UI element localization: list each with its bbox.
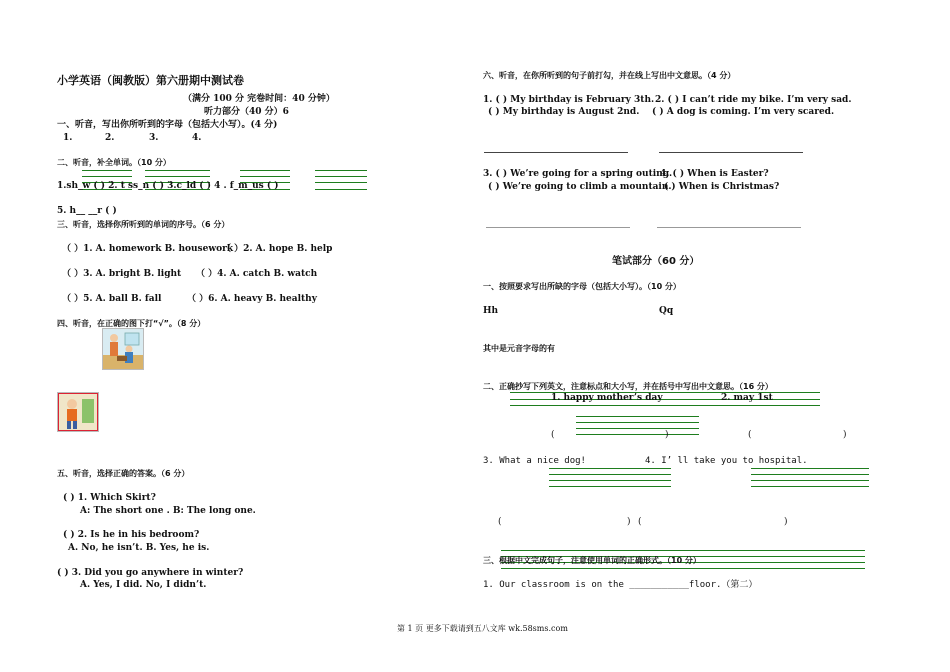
- w1-qq: Qq: [659, 306, 674, 316]
- answer-line: [657, 227, 801, 228]
- writing-line: [240, 170, 290, 171]
- s3-option: （ ）5. A. ball B. fall: [62, 294, 162, 304]
- w1-hh: Hh: [483, 306, 499, 316]
- writing-line: [315, 182, 367, 183]
- s4-title: 四、听音，在正确的图下打“√”。（8 分）: [57, 319, 206, 328]
- s3-option: （ ）4. A. catch B. watch: [196, 269, 318, 279]
- paren-open: (: [748, 430, 752, 440]
- s3-option: （ ）2. A. hope B. help: [222, 244, 333, 254]
- s1-item: 1.: [63, 133, 73, 143]
- writing-line: [240, 176, 290, 177]
- writing-line: [315, 170, 367, 171]
- s3-title: 三、听音，选择你所听到的单词的序号。（6 分）: [57, 220, 230, 229]
- w1-vowel: 其中是元音字母的有: [483, 344, 555, 353]
- w2-item: 2. may 1st: [721, 393, 773, 403]
- writing-line: [549, 474, 671, 475]
- writing-line: [145, 176, 210, 177]
- listening-header: 听力部分（40 分）6: [204, 107, 289, 117]
- answer-line: [484, 152, 628, 153]
- s2-line1: 1.sh_w ( ) 2. t ss_n ( ) 3.c_ld ( ) 4 . f_m_us ( ): [57, 181, 279, 191]
- answer-line: [659, 152, 803, 153]
- s3-option: （ ）3. A. bright B. light: [62, 269, 182, 279]
- s1-item: 3.: [149, 133, 159, 143]
- writing-line: [751, 468, 869, 469]
- writing-line: [751, 486, 869, 487]
- picture-boy-scene: [57, 392, 99, 432]
- s6-option: ( ) My birthday is August 2nd.: [488, 107, 640, 117]
- answer-line: [486, 227, 630, 228]
- s3-option: （ ）1. A. homework B. housework: [62, 244, 234, 254]
- s5-question: ( ) 3. Did you go anywhere in winter?: [57, 568, 244, 578]
- w1-title: 一、按照要求写出所缺的字母（包括大小写）。（10 分）: [483, 282, 681, 291]
- s6-option: 2. ( ) I can’t ride my bike. I’m very sad.: [655, 95, 852, 105]
- s6-option: 4. ( ) When is Easter?: [660, 169, 769, 179]
- writing-line: [549, 486, 671, 487]
- writing-line: [751, 480, 869, 481]
- writing-line: [751, 474, 869, 475]
- s6-option: ( ) We’re going to climb a mountain.: [488, 182, 672, 192]
- writing-line: [82, 176, 132, 177]
- s1-item: 4.: [192, 133, 202, 143]
- s5-answers: A. Yes, I did. No, I didn’t.: [80, 580, 207, 590]
- written-header: 笔试部分（60 分）: [612, 256, 700, 267]
- writing-line: [576, 416, 699, 417]
- paren-open: (: [498, 517, 502, 527]
- s5-title: 五、听音，选择正确的答案。（6 分）: [57, 469, 190, 478]
- s6-option: 1. ( ) My birthday is February 3th.: [483, 95, 655, 105]
- writing-line: [145, 170, 210, 171]
- s5-answers: A: The short one . B: The long one.: [80, 506, 256, 516]
- w2-item: 3. What a nice dog!: [483, 456, 586, 466]
- exam-subtitle: （满分 100 分 完卷时间：40 分钟）: [183, 94, 335, 104]
- s2-line2: 5. h__ __r ( ): [57, 206, 117, 216]
- picture-family-room: [102, 328, 144, 370]
- writing-line: [576, 428, 699, 429]
- w2-item: 1. happy mother’s day: [551, 393, 663, 403]
- paren-close: ): [784, 517, 788, 527]
- paren-open: (: [638, 517, 642, 527]
- s6-option: ( ) When is Christmas?: [664, 182, 780, 192]
- paren-close: ): [627, 517, 631, 527]
- w3-item: 1. Our classroom is on the ___________floor.（第二）: [483, 580, 758, 590]
- w2-item: 4. I’ ll take you to hospital.: [645, 456, 808, 466]
- s6-option: 3. ( ) We’re going for a spring outing.: [483, 169, 673, 179]
- s5-answers: A. No, he isn’t. B. Yes, he is.: [68, 543, 210, 553]
- writing-line: [576, 422, 699, 423]
- footer: 第 1 页 更多下载请到五八文库 wk.58sms.com: [397, 624, 568, 633]
- writing-line: [501, 568, 865, 569]
- writing-line: [82, 170, 132, 171]
- w3-title: 三、根据中文完成句子，注意使用单词的正确形式。（10 分）: [483, 556, 701, 565]
- writing-line: [315, 176, 367, 177]
- writing-line: [549, 468, 671, 469]
- w2-title: 二、正确抄写下列英文，注意标点和大小写，并在括号中写出中文意思。（16 分）: [483, 382, 773, 391]
- writing-line: [576, 434, 699, 435]
- s1-item: 2.: [105, 133, 115, 143]
- writing-line: [501, 550, 865, 551]
- s6-title: 六、听音，在你所听到的句子前打勾，并在线上写出中文意思。（4 分）: [483, 71, 736, 80]
- exam-title: 小学英语（闽教版）第六册期中测试卷: [57, 74, 244, 87]
- s2-title: 二、听音，补全单词。（10 分）: [57, 158, 171, 167]
- s5-question: ( ) 2. Is he in his bedroom?: [63, 530, 200, 540]
- writing-line: [315, 189, 367, 190]
- s5-question: ( ) 1. Which Skirt?: [63, 493, 156, 503]
- writing-line: [510, 405, 820, 406]
- paren-open: (: [551, 430, 555, 440]
- paren-close: ): [843, 430, 847, 440]
- s3-option: （ ）6. A. heavy B. healthy: [187, 294, 317, 304]
- s6-option: ( ) A dog is coming. I’m very scared.: [652, 107, 835, 117]
- writing-line: [549, 480, 671, 481]
- s1-title: 一、听音，写出你所听到的字母（包括大小写）。(4 分): [57, 120, 278, 130]
- paren-close: ): [665, 430, 669, 440]
